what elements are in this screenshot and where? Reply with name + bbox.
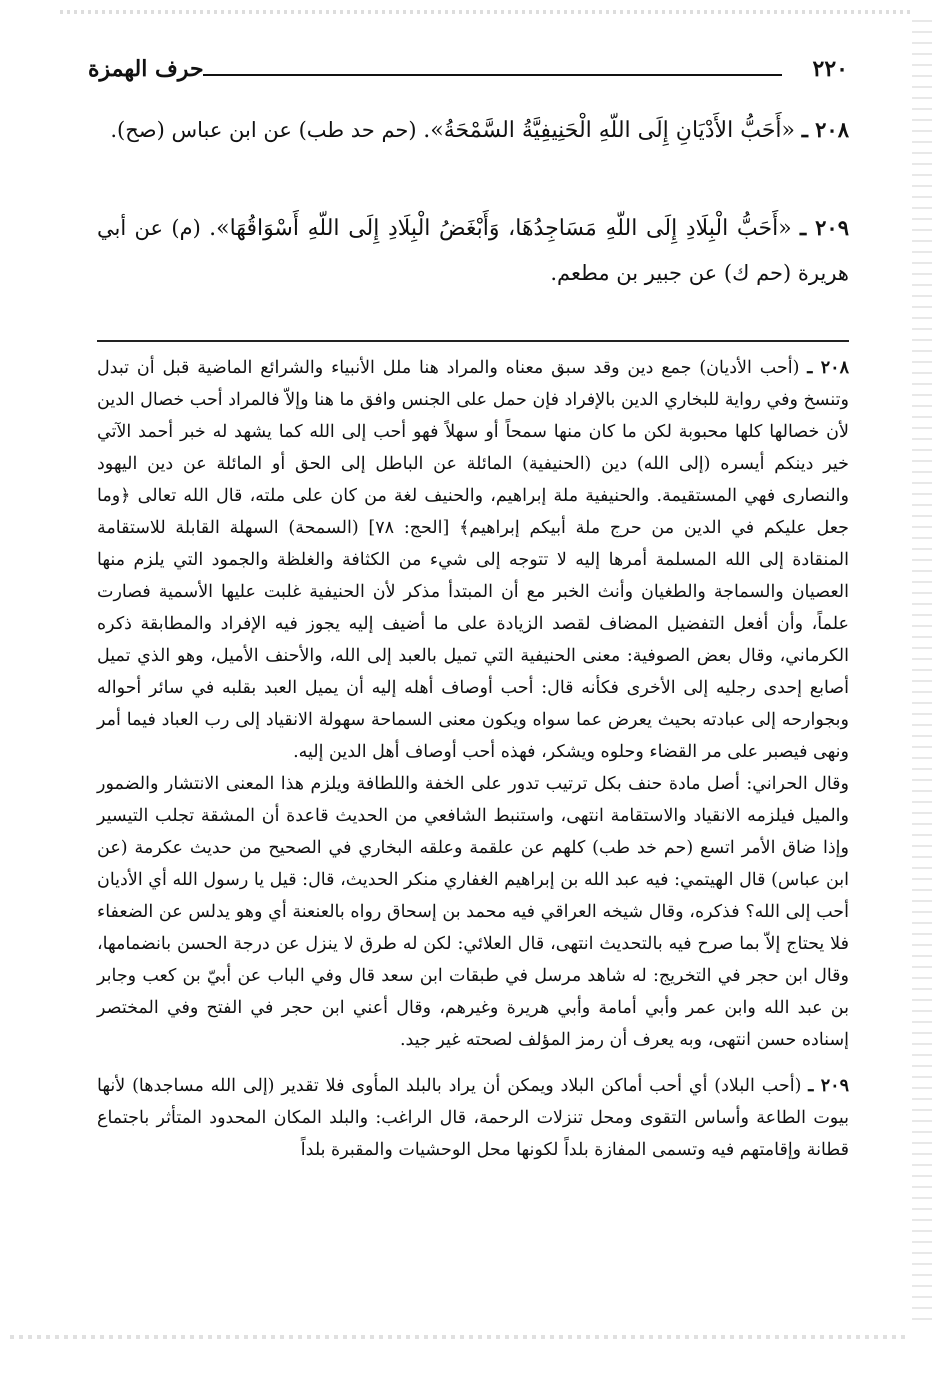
hadith-number: ٢٠٨ ـ xyxy=(801,117,849,142)
commentary-number: ٢٠٩ ـ xyxy=(808,1076,849,1096)
commentary-paragraph xyxy=(97,1070,849,1166)
hadith-text: «أَحَبُّ الأَدْيَانِ إِلَى اللّهِ الْحَنِيفِيَّةُ السَّمْحَةُ». xyxy=(423,118,795,143)
hadith-number: ٢٠٩ ـ xyxy=(800,215,849,240)
commentary-paragraph xyxy=(97,352,849,768)
scan-noise-top xyxy=(60,10,910,14)
hadith-text: «أَحَبُّ الْبِلَادِ إِلَى اللّهِ مَسَاجِدُهَا، وَأَبْغَضُ الْبِلَادِ إِلَى اللّهِ أَسْوَاقُهَا». xyxy=(209,216,792,241)
hadith-209 xyxy=(97,206,849,295)
page-number: ٢٢٠ xyxy=(812,56,848,82)
hadith-208 xyxy=(97,108,849,153)
commentary-section xyxy=(97,352,849,1166)
running-title: حرف الهمزة xyxy=(88,56,204,82)
commentary-number: ٢٠٨ ـ xyxy=(807,358,849,378)
header-rule xyxy=(203,74,782,76)
commentary-text: (أحب الأديان) جمع دين وقد سبق معناه والمراد هنا ملل الأنبياء والشرائع الماضية قبل أن تبدل وتنسخ وفي رواية للبخاري الدين بالإفراد فإن حمل على الجنس وافق ما هنا وإلاّ فالمراد أحب خصال الدين لأن خصالها كلها محبوبة لكن ما كان منها سمحاً أو سهلاً فهو أحب إلى الله كما يشهد له خبر أحمد الآتي خير دينكم أيسره (إلى الله) دين (الحنيفية) المائلة عن الباطل إلى الحق أو المائلة عن دين اليهود والنصارى فهي المستقيمة. والحنيفية ملة إبراهيم، والحنيف لغة من كان على ملته، قال الله تعالى ﴿وما جعل عليكم في الدين من حرج ملة أبيكم إبراهيم﴾ [الحج: ٧٨] (السمحة) السهلة القابلة للاستقامة المنقادة إلى الله المسلمة أمرها إليه لا تتوجه إلى شيء من الكثافة والغلظة والجمود التي يلزم منها العصيان والسماجة والطغيان وأنث الخبر مع أن المبتدأ مذكر لأن الحنيفية غلبت عليها الأسمية فصارت علماً، وأن أفعل التفضيل المضاف لقصد الزيادة على ما أضيف إليه يجوز فيه الإفراد والمطابقة ذكره الكرماني، وقال بعض الصوفية: معنى الحنيفية التي تميل بالعبد إلى الله، والأحنف الأميل، وهو الذي تميل أصابع إحدى رجليه إلى الأخرى فكأنه قال: أحب أوصاف أهله إليه أن يميل العبد بقلبه في سائر أحواله وبجوارحه إلى عبادته بحيث يعرض عما سواه ويكون معنى السماحة سهولة الانقياد إلى رب العباد فيما أمر ونهى فيصبر على مر القضاء وحلوه ويشكر، فهذه أحب أوصاف أهل الدين إليه. xyxy=(97,358,849,762)
commentary-paragraph xyxy=(97,768,849,1056)
scan-edge-right xyxy=(912,20,932,1320)
hadith-sources: (م) عن أبي هريرة (حم ك) عن جبير بن مطعم. xyxy=(97,216,849,285)
section-divider xyxy=(97,340,849,342)
commentary-text: وقال الحراني: أصل مادة حنف بكل ترتيب تدور على الخفة واللطافة ويلزم هذا المعنى الانتشار والضمور والميل فيلزمه الانقياد والاستقامة انتهى، واستنبط الشافعي من الحديث قاعدة أن المشقة تجلب التيسير وإذا ضاق الأمر اتسع (حم خد طب) كلهم عن علقمة وعلقه البخاري في الصحيح من حديث عكرمة (عن ابن عباس) قال الهيتمي: فيه عبد الله بن إبراهيم الغفاري منكر الحديث، قال: قيل يا رسول الله أي الأديان أحب إلى الله؟ فذكره، وقال شيخه العراقي فيه محمد بن إسحاق رواه بالعنعنة أي وهو يدلس عن الضعفاء فلا يحتاج إلاّ بما صرح فيه بالتحديث انتهى، قال العلائي: لكن له طرق لا ينزل عن درجة الحسن بانضمامها، وقال ابن حجر في التخريج: له شاهد مرسل في طبقات ابن سعد قال وفي الباب عن أبيّ بن كعب وجابر بن عبد الله وابن عمر وأبي أمامة وأبي هريرة وغيرهم، وقال أعني ابن حجر في الفتح وفي المختصر إسناده حسن انتهى، وبه يعرف أن رمز المؤلف لصحته غير جيد. xyxy=(97,774,849,1050)
hadith-sources: (حم حد طب) عن ابن عباس (صح). xyxy=(110,118,417,142)
commentary-text: (أحب البلاد) أي أحب أماكن البلاد ويمكن أن يراد بالبلد المأوى فلا تقدير (إلى الله مساجدها) لأنها بيوت الطاعة وأساس التقوى ومحل تنزلات الرحمة، قال الراغب: والبلد المكان المحدود المتأثر باجتماع قطانة وإقامتهم فيه وتسمى المفازة بلداً لكونها محل الوحشيات والمقبرة بلداً xyxy=(97,1076,849,1160)
page-header xyxy=(88,56,848,90)
scan-noise-bottom xyxy=(10,1335,910,1339)
